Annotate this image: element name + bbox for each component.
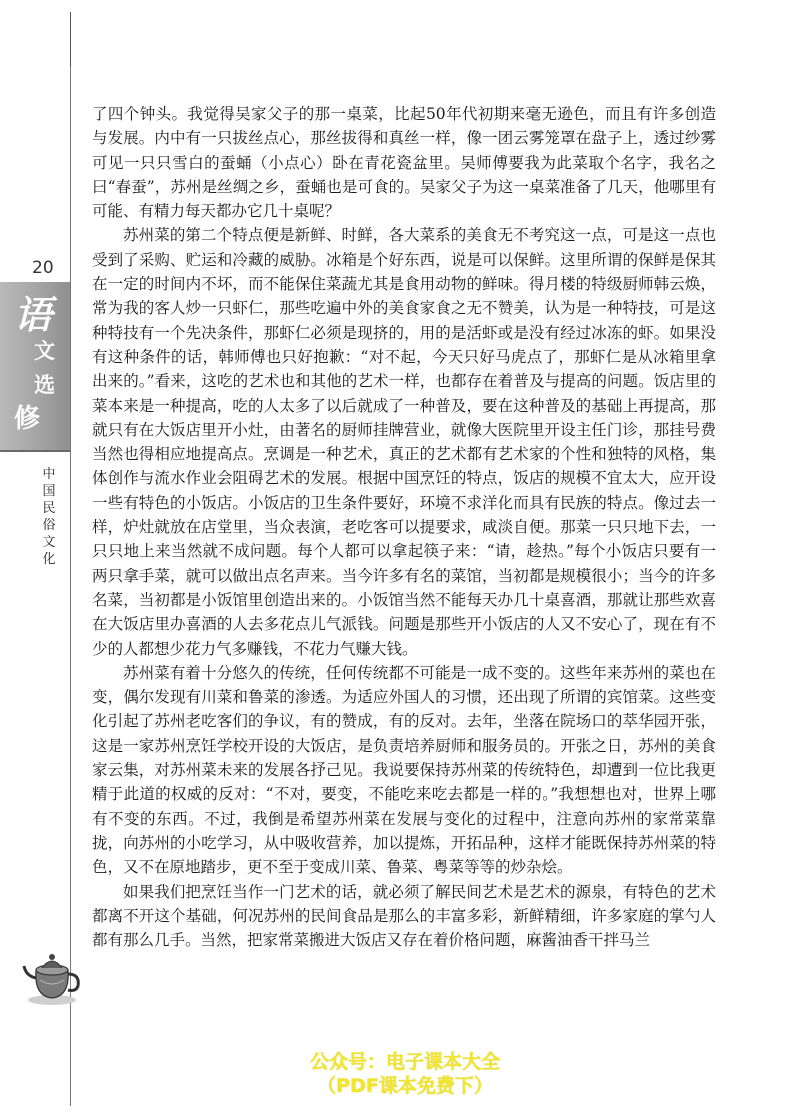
body-text (92, 102, 716, 952)
chapter-tab (0, 282, 70, 452)
book-title-char: 中 (42, 467, 56, 482)
tab-char-4: 修 (14, 404, 41, 434)
book-title-vertical (40, 466, 58, 568)
top-rule (70, 12, 71, 66)
paragraph: 如果我们把烹饪当作一门艺术的话，就必须了解民间艺术是艺术的源泉，有特色的艺术都离不开这个基础，何况苏州的民间食品是那么的丰富多彩，新鲜精细，许多家庭的掌勺人都有那么几手。当然，把家常菜搬进大饭店又存在着价格问题，麻酱油香干拌马兰 (92, 882, 716, 950)
paragraph: 苏州菜有着十分悠久的传统，任何传统都不可能是一成不变的。这些年来苏州的菜也在变，偶尔发现有川菜和鲁菜的渗透。为适应外国人的习惯，还出现了所谓的宾馆菜。这些变化引起了苏州老吃客们的争议，有的赞成，有的反对。去年，坐落在院场口的萃华园开张，这是一家苏州烹饪学校开设的大饭店，是负责培养厨师和服务员的。开张之日，苏州的美食家云集，对苏州菜未来的发展各抒己见。我说要保持苏州菜的传统特色，却遭到一位比我更精于此道的权威的反对：“不对，要变，不能吃来吃去都是一样的。”我想想也对，世界上哪有不变的东西。不过，我倒是希望苏州菜在发展与变化的过程中，注意向苏州的家常菜靠拢，向苏州的小吃学习，从中吸收营养，加以提炼，开拓品种，这样才能既保持苏州菜的特色，又不在原地踏步，更不至于变成川菜、鲁菜、粤菜等等的炒杂烩。 (92, 663, 716, 877)
paragraph: 了四个钟头。我觉得吴家父子的那一桌菜，比起50年代初期来毫无逊色，而且有许多创造与发展。内中有一只拔丝点心，那丝拔得和真丝一样，像一团云雾笼罩在盘子上，透过纱雾可见一只只雪白的蚕蛹（小点心）卧在青花瓷盆里。吴师傅要我为此菜取个名字，我名之曰“春蚕”，苏州是丝绸之乡，蚕蛹也是可食的。吴家父子为这一桌菜准备了几天，他哪里有可能、有精力每天都办它几十桌呢？ (92, 105, 716, 221)
book-title-char: 国 (42, 484, 56, 499)
book-title-char: 俗 (42, 518, 56, 533)
book-title-char: 文 (42, 535, 56, 550)
book-title-char: 化 (42, 552, 56, 567)
book-title-char: 民 (42, 501, 56, 516)
watermark (290, 1050, 520, 1098)
teapot-icon (22, 948, 84, 1008)
tab-char-3: 选 (34, 372, 55, 397)
watermark-line-2: （PDF课本免费下） (317, 1075, 493, 1097)
tab-char-1: 语 (14, 292, 53, 337)
watermark-line-1: 公众号：电子课本大全 (309, 1051, 500, 1073)
tab-char-2: 文 (34, 338, 55, 363)
paragraph: 苏州菜的第二个特点便是新鲜、时鲜，各大菜系的美食无不考究这一点，可是这一点也受到了采购、贮运和冷藏的威胁。冰箱是个好东西，说是可以保鲜。这里所谓的保鲜是保其在一定的时间内不坏，而不能保住菜蔬尤其是食用动物的鲜味。得月楼的特级厨师韩云焕，常为我的客人炒一只虾仁，那些吃遍中外的美食家食之无不赞美，认为是一种特技，可是这种特技有一个先决条件，那虾仁必须是现挤的，用的是活虾或是没有经过冰冻的虾。如果没有这种条件的话，韩师傅也只好抱歉：“对不起，今天只好马虎点了，那虾仁是从冰箱里拿出来的。”看来，这吃的艺术也和其他的艺术一样，也都存在着普及与提高的问题。饭店里的菜本来是一种提高，吃的人太多了以后就成了一种普及，要在这种普及的基础上再提高，那就只有在大饭店里开小灶，由著名的厨师挂牌营业，就像大医院里开设主任门诊，那挂号费当然也得相应地提高点。烹调是一种艺术，真正的艺术都有艺术家的个性和独特的风格，集体创作与流水作业会阻碍艺术的发展。根据中国烹饪的特点，饭店的规模不宜太大，应开设一些有特色的小饭店。小饭店的卫生条件要好，环境不求洋化而具有民族的特点。像过去一样，炉灶就放在店堂里，当众表演，老吃客可以提要求，咸淡自便。那菜一只只地下去，一只只地上来当然就不成问题。每个人都可以拿起筷子来：“请，趁热。”每个小饭店只要有一两只拿手菜，就可以做出点名声来。当今许多有名的菜馆，当初都是规模很小；当今的许多名菜，当初都是小饭馆里创造出来的。小饭馆当然不能每天办几十桌喜酒，那就让那些欢喜在大饭店里办喜酒的人去多花点儿气派钱。问题是那些开小饭店的人又不安心了，现在有不少的人都想少花力气多赚钱，不花力气赚大钱。 (92, 226, 716, 658)
page-number: 20 (32, 258, 54, 278)
